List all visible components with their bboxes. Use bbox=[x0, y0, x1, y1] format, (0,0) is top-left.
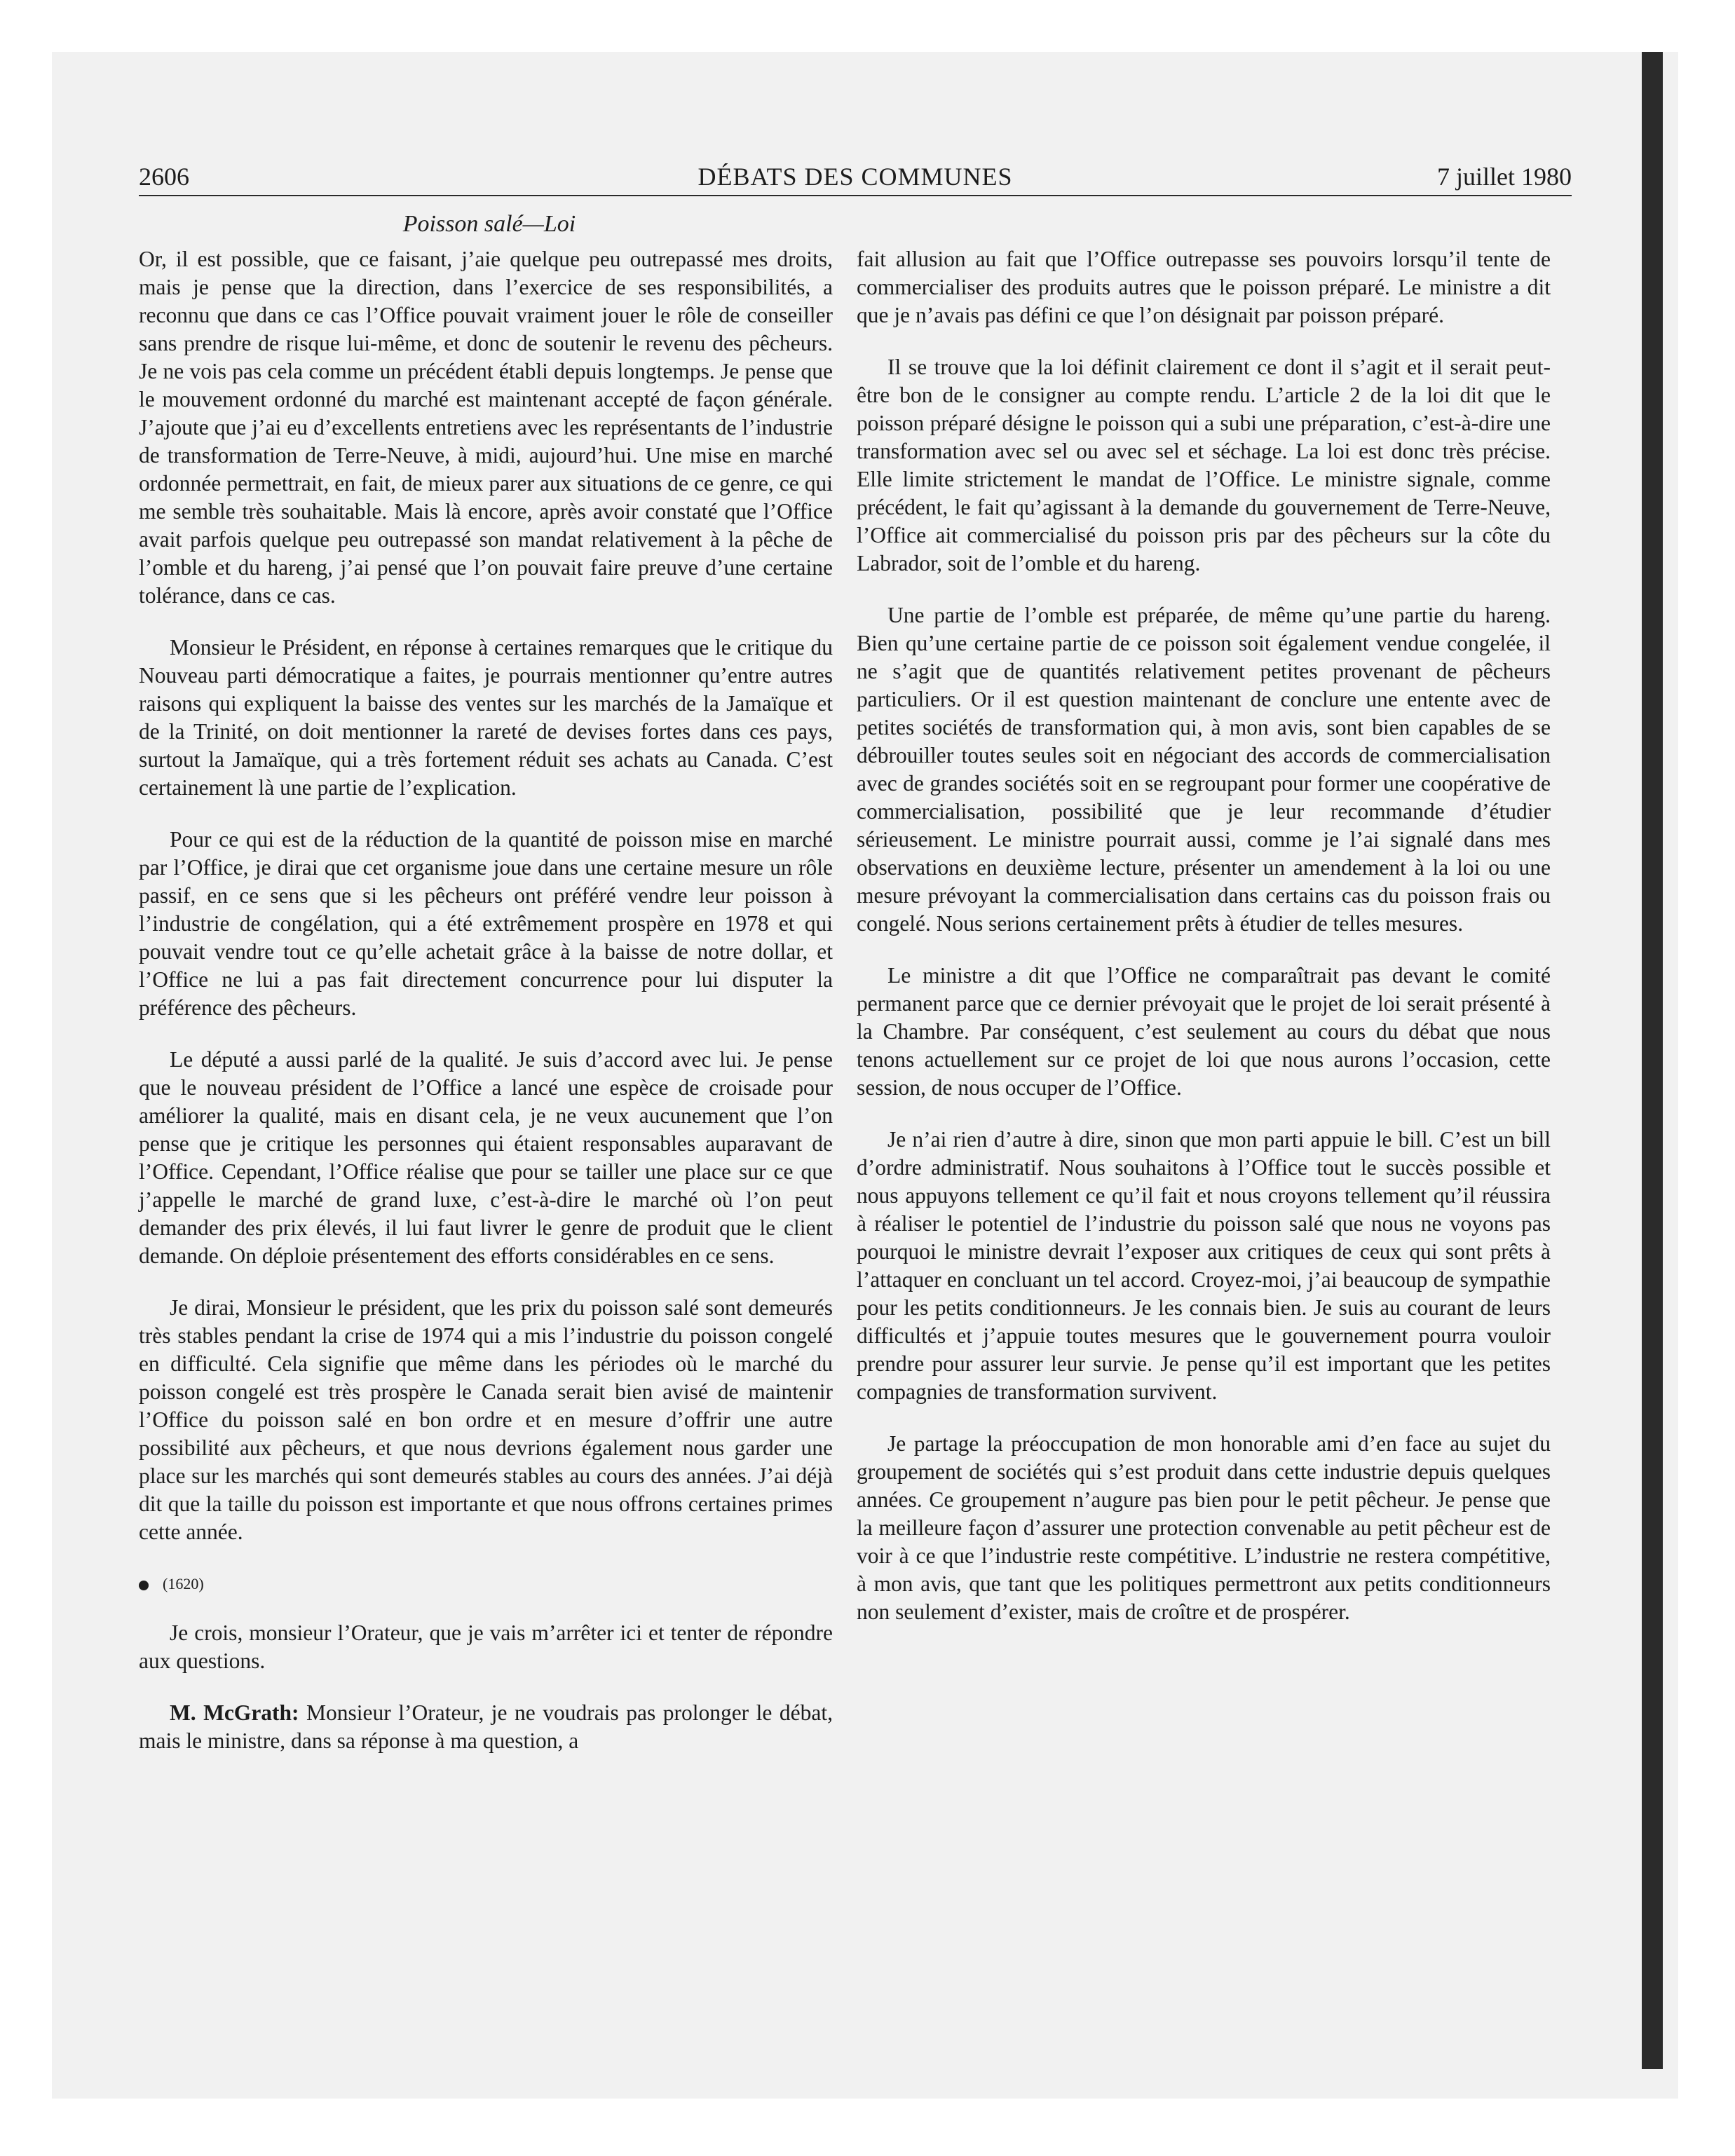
paragraph: Il se trouve que la loi définit clairement ce dont il s’agit et il serait peut-être bon de le consigner au compte rendu. L’article 2 de la loi dit que le poisson préparé désigne le poisson qui a subi une préparation, c’est-à-dire une transformation avec sel ou avec sel et séchage. La loi est donc très précise. Elle limite strictement le mandat de l’Office. Le ministre signale, comme précédent, le fait qu’agissant à la demande du gouvernement de Terre-Neuve, l’Office ait commercialisé du poisson pris par des pêcheurs sur la côte du Labrador, soit de l’omble et du hareng. bbox=[857, 355, 1551, 575]
bullet-icon bbox=[139, 1581, 149, 1590]
paragraph: Je dirai, Monsieur le président, que les prix du poisson salé sont demeurés très stables pendant la crise de 1974 qui a mis l’industrie du poisson congelé en difficulté. Cela signifie que même dans les périodes où le marché du poisson congelé est très prospère le Canada serait bien avisé de maintenir l’Office du poisson salé en bon ordre et en mesure d’offrir une autre possibilité aux pêcheurs, et que nous devrions également nous garder une place sur les marchés qui sont demeurés stables au cours des années. J’ai déjà dit que la taille du poisson est importante et que nous offrons certaines primes cette année. bbox=[139, 1295, 833, 1544]
paragraph: Or, il est possible, que ce faisant, j’aie quelque peu outrepassé mes droits, mais je pense que la direction, dans l’exercice de ses responsibilités, a reconnu que dans ce cas l’Office pouvait vraiment jouer le rôle de conseiller sans prendre de risque lui-même, et donc de soutenir le revenu des pêcheurs. Je ne vois pas cela comme un précédent établi depuis longtemps. Je pense que le mouvement ordonné du marché est maintenant accepté de façon générale. J’ajoute que j’ai eu d’excellents entretiens avec les représentants de l’industrie de transformation de Terre-Neuve, à midi, aujourd’hui. Une mise en marché ordonnée permettrait, en fait, de mieux parer aux situations de ce genre, ce qui me semble très souhaitable. Mais là encore, après avoir constaté que l’Office avait parfois quelque peu outrepassé son mandat relativement à la pêche de l’omble et du hareng, j’ai pensé que l’on pouvait faire preuve d’une certaine tolérance, dans ce cas. bbox=[139, 247, 833, 608]
speaker-name: M. McGrath: bbox=[170, 1700, 299, 1725]
page-number: 2606 bbox=[139, 163, 189, 191]
time-marker bbox=[139, 1570, 833, 1598]
paragraph: Monsieur le Président, en réponse à certaines remarques que le critique du Nouveau parti démocratique a faites, je pourrais mentionner qu’entre autres raisons qui expliquent la baisse des ventes sur les marchés de la Jamaïque et de la Trinité, on doit mentionner la rareté de devises fortes dans ces pays, surtout la Jamaïque, qui a très fortement réduit ses achats au Canada. C’est certainement là une partie de l’explication. bbox=[139, 635, 833, 800]
publication-date: 7 juillet 1980 bbox=[1437, 163, 1572, 191]
left-column bbox=[139, 245, 833, 1755]
paragraph: Le ministre a dit que l’Office ne comparaîtrait pas devant le comité permanent parce que ce dernier prévoyait que le projet de loi serait présenté à la Chambre. Par conséquent, c’est seulement au cours du débat que nous tenons actuellement sur ce projet de loi que nous aurons l’occasion, cette session, de nous occuper de l’Office. bbox=[857, 963, 1551, 1100]
paragraph: fait allusion au fait que l’Office outrepasse ses pouvoirs lorsqu’il tente de commercialiser des produits autres que le poisson préparé. Le ministre a dit que je n’avais pas défini ce que l’on désignait par poisson préparé. bbox=[857, 247, 1551, 327]
running-title: Poisson salé—Loi bbox=[402, 211, 576, 237]
binding-edge bbox=[1642, 52, 1663, 2069]
publication-title: DÉBATS DES COMMUNES bbox=[698, 163, 1013, 191]
right-column bbox=[857, 245, 1551, 1626]
speaker-paragraph bbox=[139, 1699, 833, 1755]
header-rule bbox=[139, 195, 1572, 196]
paragraph: Je crois, monsieur l’Orateur, que je vais m’arrêter ici et tenter de répondre aux questions. bbox=[139, 1621, 833, 1673]
paragraph: Pour ce qui est de la réduction de la quantité de poisson mise en marché par l’Office, je dirai que cet organisme joue dans une certaine mesure un rôle passif, en ce sens que si les pêcheurs ont préféré vendre leur poisson à l’industrie de congélation, qui a été extrêmement prospère en 1978 et qui pouvait vendre tout ce qu’elle achetait grâce à la baisse de notre dollar, et l’Office ne lui a pas fait directement concurrence pour lui disputer la préférence des pêcheurs. bbox=[139, 827, 833, 1020]
paragraph: Le député a aussi parlé de la qualité. Je suis d’accord avec lui. Je pense que le nouveau président de l’Office a lancé une espèce de croisade pour améliorer la qualité, mais en disant cela, je ne veux aucunement que l’on pense que je critique les personnes qui étaient responsables auparavant de l’Office. Cependant, l’Office réalise que pour se tailler une place sur ce que j’appelle le marché de grand luxe, c’est-à-dire le marché où l’on peut demander des prix élevés, il lui faut livrer le genre de produit que le client demande. On déploie présentement des efforts considérables en ce sens. bbox=[139, 1047, 833, 1268]
speaker-text: Monsieur l’Orateur, je ne voudrais pas prolonger le débat, mais le ministre, dans sa réponse à ma question, a bbox=[139, 1700, 833, 1753]
page-header bbox=[139, 160, 1572, 193]
paragraph: Je partage la préoccupation de mon honorable ami d’en face au sujet du groupement de sociétés qui s’est produit dans cette industrie depuis quelques années. Ce groupement n’augure pas bien pour le petit pêcheur. Je pense que la meilleure façon d’assurer une protection convenable au petit pêcheur est de voir à ce que l’industrie reste compétitive. L’industrie ne restera compétitive, à mon avis, que tant que les politiques permettront aux petits conditionneurs non seulement d’exister, mais de croître et de prospérer. bbox=[857, 1431, 1551, 1624]
paragraph: Je n’ai rien d’autre à dire, sinon que mon parti appuie le bill. C’est un bill d’ordre administratif. Nous souhaitons à l’Office tout le succès possible et nous appuyons tellement ce qu’il fait et nous croyons tellement qu’il réussira à réaliser le potentiel de l’industrie du poisson salé que nous ne voyons pas pourquoi le ministre devrait l’exposer aux critiques de ceux qui sont prêts à l’attaquer en concluant un tel accord. Croyez-moi, j’ai beaucoup de sympathie pour les petits conditionneurs. Je les connais bien. Je suis au courant de leurs difficultés et j’appuie toutes mesures que le gouvernement pourra vouloir prendre pour assurer leur survie. Je pense qu’il est important que les petites compagnies de transformation survivent. bbox=[857, 1127, 1551, 1404]
paragraph: Une partie de l’omble est préparée, de même qu’une partie du hareng. Bien qu’une certaine partie de ce poisson soit également vendue congelée, il ne s’agit que de quantités relativement petites provenant de pêcheurs particuliers. Or il est question maintenant de conclure une entente avec de petites sociétés de transformation qui, à mon avis, sont bien capables de se débrouiller toutes seules soit en négociant des accords de commercialisation avec de grandes sociétés soit en se regroupant pour former une coopérative de commercialisation, possibilité que je leur recommande d’étudier sérieusement. Le ministre pourrait aussi, comme je l’ai signalé dans mes observations en deuxième lecture, présenter un amendement à la loi ou une mesure prévoyant la commercialisation dans certains cas du poisson frais ou congelé. Nous serions certainement prêts à étudier de telles mesures. bbox=[857, 603, 1551, 936]
time-marker-text: (1620) bbox=[163, 1575, 204, 1592]
